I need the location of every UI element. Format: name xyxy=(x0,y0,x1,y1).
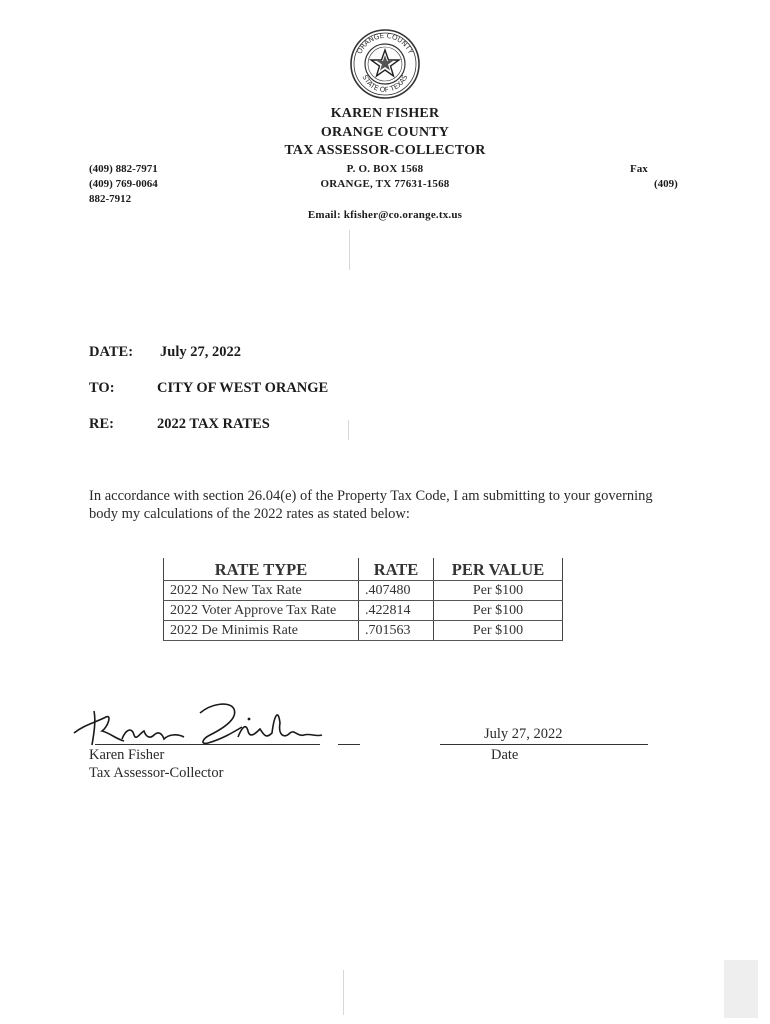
signature-line-tail xyxy=(338,744,360,745)
body-line-2: body my calculations of the 2022 rates as stated below: xyxy=(89,506,410,522)
rate-type-cell: 2022 Voter Approve Tax Rate xyxy=(164,601,359,621)
rate-cell: .407480 xyxy=(359,581,434,601)
table-row xyxy=(164,601,563,621)
header-city-line: ORANGE, TX 77631-1568 xyxy=(320,178,450,190)
header-phone-3: 882-7912 xyxy=(89,193,132,205)
to-label: TO: xyxy=(89,380,115,396)
header-po-box: P. O. BOX 1568 xyxy=(346,163,424,175)
per-value-cell: Per $100 xyxy=(434,621,563,641)
signature-line xyxy=(95,744,320,745)
signature-date-value: July 27, 2022 xyxy=(484,726,563,742)
rate-cell: .701563 xyxy=(359,621,434,641)
header-email: Email: kfisher@co.orange.tx.us xyxy=(307,209,463,221)
table-row xyxy=(164,621,563,641)
scan-artifact-line xyxy=(349,230,350,270)
header-name: KAREN FISHER xyxy=(330,106,440,121)
signature-date-label: Date xyxy=(491,747,519,763)
header-office: TAX ASSESSOR-COLLECTOR xyxy=(284,143,486,158)
signer-name: Karen Fisher xyxy=(89,747,165,763)
svg-text:ORANGE COUNTY: ORANGE COUNTY xyxy=(355,31,415,56)
to-value: CITY OF WEST ORANGE xyxy=(157,380,329,396)
table-header-row xyxy=(164,558,563,581)
signer-title: Tax Assessor-Collector xyxy=(89,765,224,781)
rate-cell: .422814 xyxy=(359,601,434,621)
body-line-1: In accordance with section 26.04(e) of the Property Tax Code, I am submitting to your governing xyxy=(89,488,653,504)
header-rate-type: RATE TYPE xyxy=(164,558,359,581)
rate-type-cell: 2022 No New Tax Rate xyxy=(164,581,359,601)
date-value: July 27, 2022 xyxy=(160,344,241,360)
table-row xyxy=(164,581,563,601)
header-phone-1: (409) 882-7971 xyxy=(89,163,158,175)
header-phone-2: (409) 769-0064 xyxy=(89,178,158,190)
rate-type-cell: 2022 De Minimis Rate xyxy=(164,621,359,641)
header-fax-area: (409) xyxy=(654,178,678,190)
per-value-cell: Per $100 xyxy=(434,601,563,621)
scan-artifact-line xyxy=(348,420,349,440)
re-value: 2022 TAX RATES xyxy=(157,416,270,432)
header-fax-label: Fax xyxy=(630,163,648,175)
re-label: RE: xyxy=(89,416,114,432)
date-signature-line xyxy=(440,744,648,745)
scan-artifact-smudge xyxy=(724,960,758,1018)
county-seal xyxy=(349,28,421,100)
svg-text:STATE OF TEXAS: STATE OF TEXAS xyxy=(360,73,410,95)
header-county: ORANGE COUNTY xyxy=(320,125,450,140)
scan-artifact-line xyxy=(343,970,344,1015)
tax-rates-table xyxy=(163,558,563,641)
per-value-cell: Per $100 xyxy=(434,581,563,601)
header-per-value: PER VALUE xyxy=(434,558,563,581)
date-label: DATE: xyxy=(89,344,134,360)
header-rate: RATE xyxy=(359,558,434,581)
